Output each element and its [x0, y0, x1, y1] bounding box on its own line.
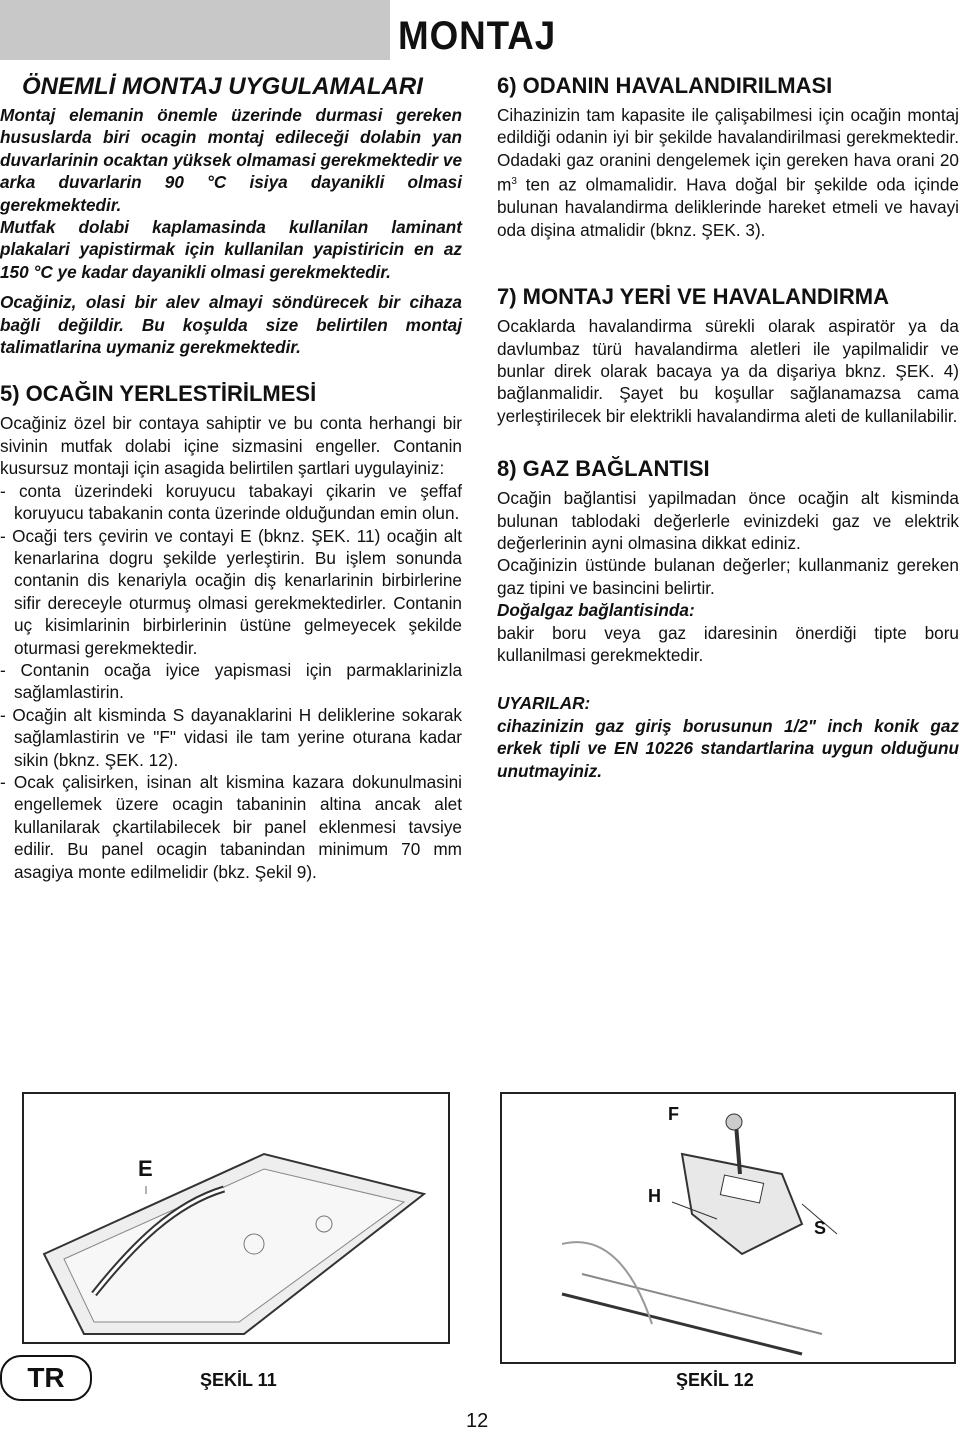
section-5-heading: 5) OCAĞIN YERLESTİRİLMESİ	[0, 381, 317, 407]
page-title: MONTAJ	[398, 14, 557, 58]
figure-11	[22, 1092, 450, 1344]
header-bar	[0, 0, 390, 60]
label-f: F	[668, 1104, 679, 1124]
section-7-paragraph: Ocaklarda havalandirma sürekli olarak aspiratör ya da davlumbaz türü havalandirma aletleri ile yapilmalidir ve bunlar direk olarak bacaya ya da dişariya bknz. ŞEK. 4) bağlanmalidir. Şayet bu koşullar sağlanamazsa cama yerleştirilecek bir elektrikli havalandirma aleti de kullanilabilir.	[497, 316, 959, 426]
label-h: H	[648, 1186, 661, 1206]
superscript: 3	[511, 176, 517, 188]
language-badge: TR	[0, 1355, 92, 1401]
list-item: - Contanin ocağa iyice yapismasi için parmaklarinizla sağlamlastirin.	[0, 659, 462, 703]
label-s: S	[814, 1218, 827, 1238]
section-6-text-a: Cihazinizin tam kapasite ile çalişabilmesi için ocağin montaj edildiği odanin iyi bir şekilde havalandirilmasi gerekmektedir. Odadaki gaz oranini dengelemek için gereken hava orani 20 m	[497, 105, 959, 195]
important-paragraph-2: Mutfak dolabi kaplamasinda kullanilan laminant plakalari yapistirmak için kullanilan yapistiricin en az 150 °C ye kadar dayanikli olmasi gerekmektedir.	[0, 217, 462, 282]
figure-11-drawing	[24, 1094, 448, 1342]
label-e: E	[138, 1156, 153, 1181]
section-8-heading: 8) GAZ BAĞLANTISI	[497, 456, 710, 482]
section-7-heading: 7) MONTAJ YERİ VE HAVALANDIRMA	[497, 284, 889, 310]
section-6-paragraph	[497, 104, 959, 241]
natural-gas-heading: Doğalgaz bağlantisinda:	[497, 600, 695, 621]
list-item: - conta üzerindeki koruyucu tabakayi çikarin ve şeffaf koruyucu tabakanin conta üzerinde olduğundan emin olun.	[0, 480, 462, 524]
important-paragraph-1: Montaj elemanin önemle üzerinde durmasi gereken hususlarda biri ocagin montaj edileceği dolabin yan duvarlarinin ocaktan yüksek olmamasi gerekmektedir ve arka duvarlarin 90 °C isiya dayanikli olmasi gerekmektedir.	[0, 105, 462, 215]
left-column	[0, 72, 462, 883]
figure-11-caption: ŞEKİL 11	[200, 1370, 277, 1390]
figure-12	[500, 1092, 956, 1364]
list-item: - Ocaği ters çevirin ve contayi E (bknz. ŞEK. 11) ocağin alt kenarlarina dogru şekilde yerleştirin. Bu işlem sonunda contanin dis kenariyla ocağin diş kenarlarinin birbirlerine sifir dereceyle oturmuş olmasi gerekmektedirler. Contanin uç kisimlarinin birbirlerinin üstüne gelmeyecek şekilde oturmasi gerekmektedir.	[0, 525, 462, 658]
figure-12-caption: ŞEKİL 12	[676, 1370, 754, 1390]
figure-12-drawing	[502, 1094, 954, 1362]
section-5-intro: Ocağiniz özel bir contaya sahiptir ve bu conta herhangi bir sivinin mutfak dolabi içine sizmasini engeller. Contanin kusursuz montaji için asagida belirtilen şartlari uygulayiniz:	[0, 413, 462, 479]
warnings-heading: UYARILAR:	[497, 693, 591, 714]
page-number: 12	[466, 1410, 489, 1432]
important-heading: ÖNEMLİ MONTAJ UYGULAMALARI	[22, 73, 423, 100]
section-6-heading: 6) ODANIN HAVALANDIRILMASI	[497, 73, 833, 98]
list-item: - Ocağin alt kisminda S dayanaklarini H deliklerine sokarak sağlamlastirin ve "F" vidasi ile tam yerine oturana kadar sikin (bknz. ŞEK. 12).	[0, 704, 462, 770]
right-column	[497, 72, 959, 782]
warnings-text: cihazinizin gaz giriş borusunun 1/2" inch konik gaz erkek tipli ve EN 10226 standartlarina uygun olduğunu unutmayiniz.	[497, 715, 959, 781]
section-8-paragraph-2: Ocağinizin üstünde bulanan değerler; kullanmaniz gereken gaz tipini ve basincini belirtir.	[497, 555, 959, 598]
section-8-paragraph-1: Ocağin bağlantisi yapilmadan önce ocağin alt kisminda bulunan tablodaki değerlerle evinizdeki gaz ve elektrik değerlerinin ayni olmasina dikkat ediniz.	[497, 488, 959, 554]
installation-steps	[0, 480, 462, 883]
list-item: - Ocak çalisirken, isinan alt kismina kazara dokunulmasini engellemek üzere ocagin tabaninin altina ancak alet kullanilarak çkartilabilecek bir panel eklenmesi tavsiye edilir. Bu panel ocagin tabanindan minimum 70 mm asagiya monte edilmelidir (bkz. Şekil 9).	[0, 771, 462, 882]
section-6-text-b: ten az olmamalidir. Hava doğal bir şekilde oda içinde bulunan havalandirma deliklerinde hareket etmeli ve havayi oda dişina atmalidir (bknz. ŞEK. 3).	[497, 174, 959, 240]
important-paragraph-3: Ocağiniz, olasi bir alev almayi söndürecek bir cihaza bağli değildir. Bu koşulda size belirtilen montaj talimatlarina uymaniz gerekmektedir.	[0, 292, 462, 358]
section-8-paragraph-3: bakir boru veya gaz idaresinin önerdiği tipte boru kullanilmasi gerekmektedir.	[497, 622, 959, 666]
